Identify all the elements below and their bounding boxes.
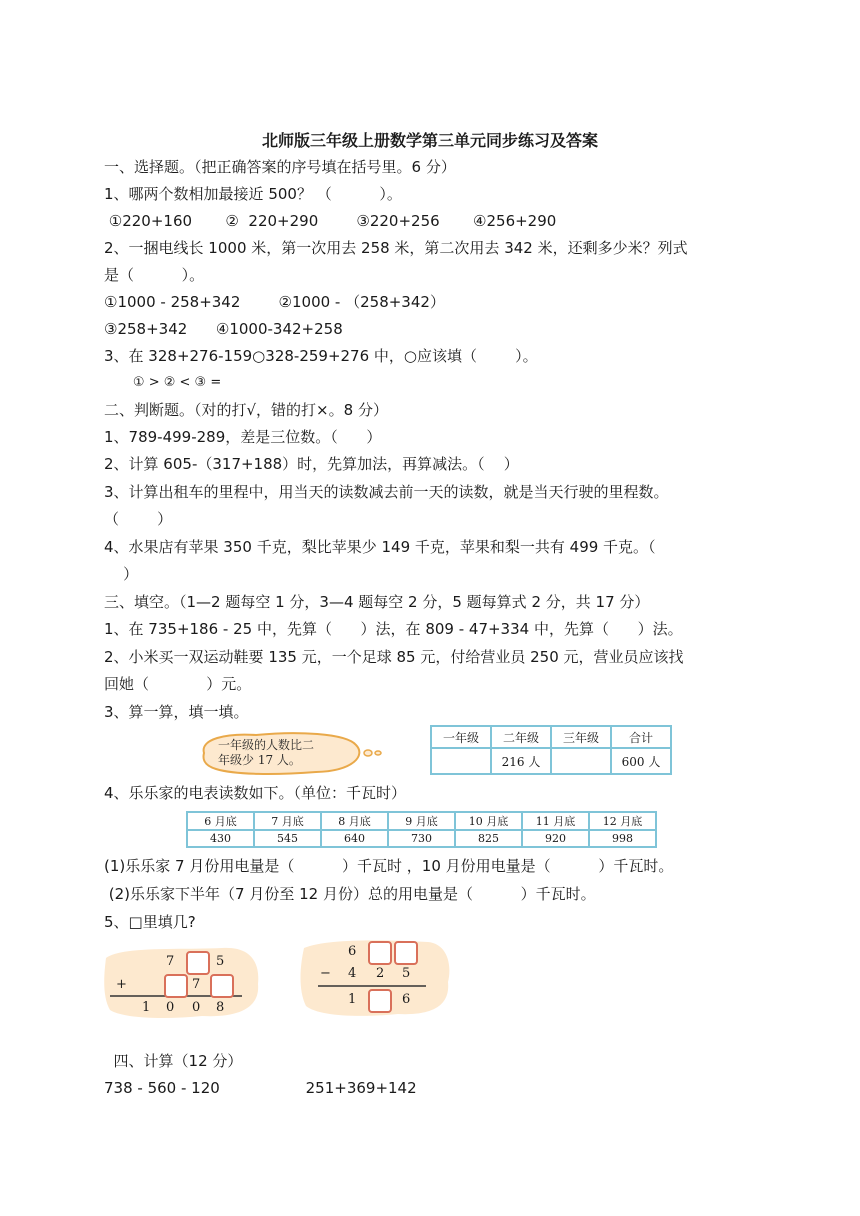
question-text: 5、□里填几? xyxy=(104,913,196,931)
digit: 1 xyxy=(348,992,357,1007)
answer-box[interactable] xyxy=(394,941,418,965)
digit: 6 xyxy=(402,992,411,1007)
digit: 7 xyxy=(192,977,201,992)
digit: 8 xyxy=(216,1000,225,1015)
table-cell: 920 xyxy=(522,830,589,847)
table-header: 合计 xyxy=(611,726,671,748)
question-text: 3、计算出租车的里程中，用当天的读数减去前一天的读数，就是当天行驶的里程数。 xyxy=(104,483,669,501)
answer-box[interactable] xyxy=(210,974,234,998)
table-header: 12 月底 xyxy=(589,812,656,830)
table-cell: 600 人 xyxy=(611,748,671,774)
digit: 6 xyxy=(348,944,357,959)
table-cell: 216 人 xyxy=(491,748,551,774)
question-text: 4、乐乐家的电表读数如下。（单位：千瓦时） xyxy=(104,784,407,802)
question-text: (2)乐乐家下半年（7 月份至 12 月份）总的用电量是（ ）千瓦时。 xyxy=(104,885,596,903)
plus-sign: + xyxy=(116,977,127,992)
question-text: 2、计算 605-（317+188）时，先算加法，再算减法。（ ） xyxy=(104,455,519,473)
options-text: ①1000 - 258+342 ②1000 - （258+342） xyxy=(104,293,445,311)
digit: 0 xyxy=(166,1000,175,1015)
table-cell: 825 xyxy=(455,830,522,847)
grade-table xyxy=(430,725,672,775)
question-text: 回她（ ）元。 xyxy=(104,675,252,693)
calculation-text: 738 - 560 - 120 251+369+142 xyxy=(104,1079,417,1097)
answer-blank: ） xyxy=(104,565,139,583)
table-cell xyxy=(551,748,611,774)
table-header: 二年级 xyxy=(491,726,551,748)
table-cell: 545 xyxy=(254,830,321,847)
answer-box[interactable] xyxy=(368,941,392,965)
question-text: 3、算一算，填一填。 xyxy=(104,703,249,721)
table-header: 9 月底 xyxy=(388,812,455,830)
table-header: 7 月底 xyxy=(254,812,321,830)
minus-sign: − xyxy=(320,966,331,981)
subtraction-puzzle xyxy=(298,936,452,1018)
digit: 0 xyxy=(192,1000,201,1015)
digit: 4 xyxy=(348,966,357,981)
section-2-heading: 二、判断题。（对的打√，错的打×。8 分） xyxy=(104,401,388,419)
table-cell: 998 xyxy=(589,830,656,847)
table-header: 三年级 xyxy=(551,726,611,748)
speech-bubble xyxy=(196,731,366,773)
digit: 5 xyxy=(216,954,225,969)
table-cell: 640 xyxy=(321,830,388,847)
table-header: 一年级 xyxy=(431,726,491,748)
question-text: 2、一捆电线长 1000 米，第一次用去 258 米，第二次用去 342 米，还剩多少米？列式 xyxy=(104,239,688,257)
table-header: 11 月底 xyxy=(522,812,589,830)
bubble-line: 一年级的人数比二 xyxy=(218,738,315,752)
question-text: 是（ ）。 xyxy=(104,266,205,284)
page-title: 北师版三年级上册数学第三单元同步练习及答案 xyxy=(261,131,598,150)
answer-box[interactable] xyxy=(186,951,210,975)
meter-table xyxy=(186,811,657,848)
section-4-heading: 四、计算（12 分） xyxy=(104,1052,243,1070)
options-text: ① > ② < ③ = xyxy=(104,375,222,390)
table-cell: 730 xyxy=(388,830,455,847)
question-text: 2、小米买一双运动鞋要 135 元，一个足球 85 元，付给营业员 250 元，营业员应该找 xyxy=(104,648,684,666)
section-1-heading: 一、选择题。（把正确答案的序号填在括号里。6 分） xyxy=(104,158,456,176)
answer-blank: （ ） xyxy=(104,510,173,528)
section-3-heading: 三、填空。（1—2 题每空 1 分，3—4 题每空 2 分，5 题每算式 2 分，共 17 分） xyxy=(104,593,650,611)
digit: 2 xyxy=(376,966,385,981)
digit: 7 xyxy=(166,954,175,969)
table-cell xyxy=(431,748,491,774)
question-text: (1)乐乐家 7 月份用电量是（ ）千瓦时 ，10 月份用电量是（ ）千瓦时。 xyxy=(104,857,674,875)
options-text: ③258+342 ④1000-342+258 xyxy=(104,320,343,338)
digit: 1 xyxy=(142,1000,151,1015)
question-text: 1、在 735+186 - 25 中，先算（ ）法，在 809 - 47+334 中，先算（ ）法。 xyxy=(104,620,683,638)
question-text: 1、789-499-289，差是三位数。（ ） xyxy=(104,428,382,446)
question-text: 3、在 328+276-159○328-259+276 中，○应该填（ ）。 xyxy=(104,347,538,365)
question-text: 1、哪两个数相加最接近 500？ （ ）。 xyxy=(104,185,402,203)
table-header: 6 月底 xyxy=(187,812,254,830)
table-header: 8 月底 xyxy=(321,812,388,830)
table-cell: 430 xyxy=(187,830,254,847)
options-text: ①220+160 ② 220+290 ③220+256 ④256+290 xyxy=(104,212,557,230)
bubble-line: 年级少 17 人。 xyxy=(218,753,301,767)
table-header: 10 月底 xyxy=(455,812,522,830)
addition-puzzle xyxy=(102,944,262,1020)
digit: 5 xyxy=(402,966,411,981)
question-text: 4、水果店有苹果 350 千克，梨比苹果少 149 千克，苹果和梨一共有 499 千克。（ xyxy=(104,538,656,556)
answer-box[interactable] xyxy=(368,989,392,1013)
answer-box[interactable] xyxy=(164,974,188,998)
